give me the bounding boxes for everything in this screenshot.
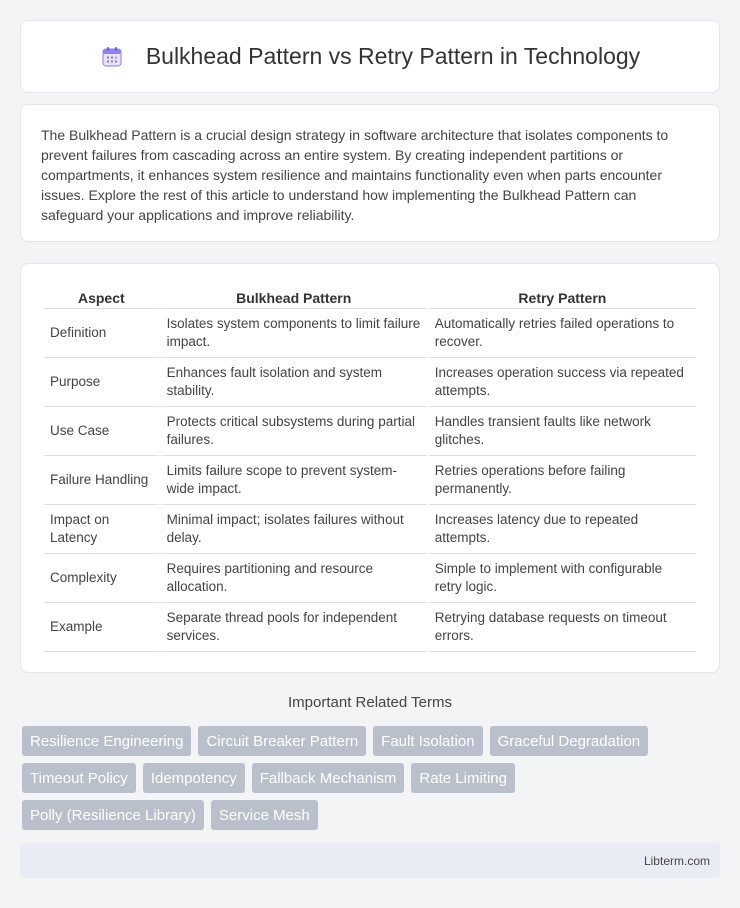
row-retry: Increases latency due to repeated attempts.	[429, 505, 696, 554]
row-retry: Retries operations before failing permanently.	[429, 456, 696, 505]
tag-fallback-mechanism[interactable]: Fallback Mechanism	[252, 763, 405, 793]
row-retry: Handles transient faults like network glitches.	[429, 407, 696, 456]
row-aspect: Use Case	[44, 407, 159, 456]
tag-circuit-breaker-pattern[interactable]: Circuit Breaker Pattern	[198, 726, 366, 756]
tag-idempotency[interactable]: Idempotency	[143, 763, 245, 793]
row-retry: Automatically retries failed operations to recover.	[429, 309, 696, 358]
related-terms-title: Important Related Terms	[288, 694, 452, 711]
column-header-aspect: Aspect	[44, 284, 159, 309]
row-retry: Increases operation success via repeated attempts.	[429, 358, 696, 407]
row-bulkhead: Separate thread pools for independent services.	[161, 603, 427, 652]
tag-row	[22, 726, 722, 756]
column-header-bulkhead: Bulkhead Pattern	[161, 284, 427, 309]
tag-resilience-engineering[interactable]: Resilience Engineering	[22, 726, 191, 756]
row-aspect: Purpose	[44, 358, 159, 407]
row-aspect: Impact on Latency	[44, 505, 159, 554]
table-row	[44, 554, 696, 603]
row-bulkhead: Enhances fault isolation and system stability.	[161, 358, 427, 407]
row-aspect: Example	[44, 603, 159, 652]
footer	[20, 843, 720, 878]
tag-service-mesh[interactable]: Service Mesh	[211, 800, 318, 830]
table-row	[44, 505, 696, 554]
tag-graceful-degradation[interactable]: Graceful Degradation	[490, 726, 649, 756]
tag-row	[22, 763, 722, 793]
row-retry: Simple to implement with configurable retry logic.	[429, 554, 696, 603]
header-title-wrap	[100, 43, 640, 70]
table-row	[44, 407, 696, 456]
row-bulkhead: Isolates system components to limit failure impact.	[161, 309, 427, 358]
tag-polly[interactable]: Polly (Resilience Library)	[22, 800, 204, 830]
table-row	[44, 309, 696, 358]
row-bulkhead: Protects critical subsystems during partial failures.	[161, 407, 427, 456]
table-row	[44, 603, 696, 652]
tag-row	[22, 800, 722, 830]
header-card	[20, 20, 720, 93]
table-row	[44, 358, 696, 407]
tag-fault-isolation[interactable]: Fault Isolation	[373, 726, 482, 756]
row-bulkhead: Limits failure scope to prevent system-wide impact.	[161, 456, 427, 505]
calendar-grid-icon	[100, 45, 124, 69]
row-retry: Retrying database requests on timeout errors.	[429, 603, 696, 652]
comparison-card	[20, 263, 720, 673]
row-aspect: Complexity	[44, 554, 159, 603]
table-header-row	[44, 284, 696, 309]
tag-timeout-policy[interactable]: Timeout Policy	[22, 763, 136, 793]
row-aspect: Definition	[44, 309, 159, 358]
table-row	[44, 456, 696, 505]
column-header-retry: Retry Pattern	[429, 284, 696, 309]
page-title: Bulkhead Pattern vs Retry Pattern in Technology	[145, 43, 641, 69]
footer-site-link[interactable]: Libterm.com	[643, 853, 710, 868]
row-bulkhead: Minimal impact; isolates failures without delay.	[161, 505, 427, 554]
tag-rate-limiting[interactable]: Rate Limiting	[411, 763, 515, 793]
row-aspect: Failure Handling	[44, 456, 159, 505]
comparison-table	[42, 284, 698, 652]
intro-paragraph: The Bulkhead Pattern is a crucial design strategy in software architecture that isolates components to prevent failures from cascading across an entire system. By creating independent partitions or compartments, it enhances system resilience and maintains functionality even when parts encounter issues. Explore the rest of this article to understand how implementing the Bulkhead Pattern can safeguard your applications and improve reliability.	[41, 127, 669, 223]
related-terms-list	[22, 726, 722, 837]
row-bulkhead: Requires partitioning and resource allocation.	[161, 554, 427, 603]
intro-card	[20, 104, 720, 242]
